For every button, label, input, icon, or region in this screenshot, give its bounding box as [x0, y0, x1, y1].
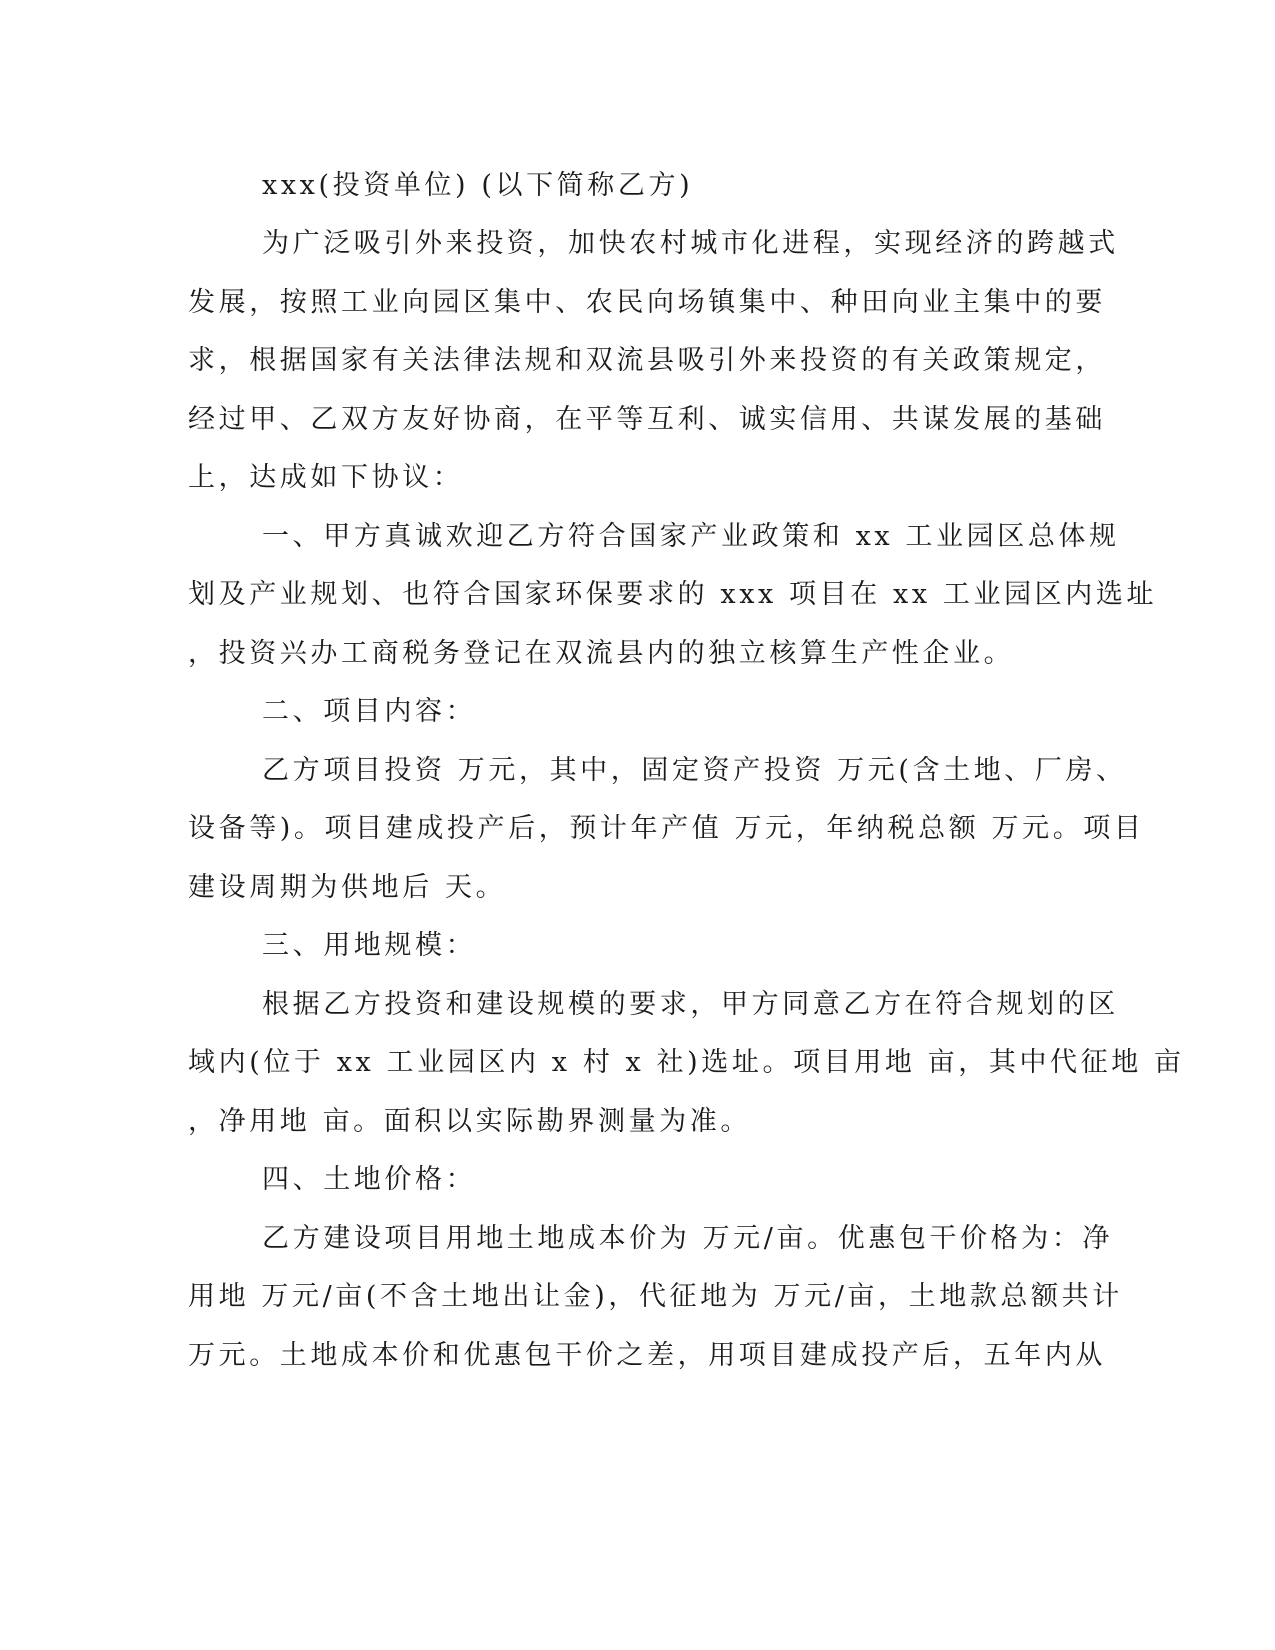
text-line: 为广泛吸引外来投资，加快农村城市化进程，实现经济的跨越式	[262, 228, 1119, 259]
text-line: 域内(位于 xx 工业园区内 x 村 x 社)选址。项目用地 亩，其中代征地 亩	[188, 1047, 1185, 1078]
text-line: 乙方项目投资 万元，其中，固定资产投资 万元(含土地、厂房、	[262, 755, 1127, 786]
text-line: 乙方建设项目用地土地成本价为 万元/亩。优惠包干价格为：净	[262, 1223, 1114, 1254]
text-line: 建设周期为供地后 天。	[188, 872, 507, 903]
section-heading-project-content: 二、项目内容：	[262, 696, 477, 727]
text-line: ，投资兴办工商税务登记在双流县内的独立核算生产性企业。	[188, 638, 1015, 669]
text-line: 上，达成如下协议：	[188, 462, 464, 493]
text-line-party-b: xxx(投资单位) (以下简称乙方)	[262, 170, 694, 201]
text-line: ，净用地 亩。面积以实际勘界测量为准。	[188, 1106, 751, 1137]
section-heading-land-scale: 三、用地规模：	[262, 930, 477, 961]
section-heading-land-price: 四、土地价格：	[262, 1164, 477, 1195]
text-line: 万元。土地成本价和优惠包干价之差，用项目建成投产后，五年内从	[188, 1340, 1106, 1371]
text-line: 划及产业规划、也符合国家环保要求的 xxx 项目在 xx 工业园区内选址	[188, 579, 1158, 610]
section-one-text: 一、甲方真诚欢迎乙方符合国家产业政策和 xx 工业园区总体规	[262, 521, 1120, 552]
text-line: 经过甲、乙双方友好协商，在平等互利、诚实信用、共谋发展的基础	[188, 404, 1106, 435]
text-line: 发展，按照工业向园区集中、农民向场镇集中、种田向业主集中的要	[188, 287, 1106, 318]
text-line: 设备等)。项目建成投产后，预计年产值 万元，年纳税总额 万元。项目	[188, 813, 1145, 844]
text-line: 求，根据国家有关法律法规和双流县吸引外来投资的有关政策规定，	[188, 345, 1106, 376]
text-line: 根据乙方投资和建设规模的要求，甲方同意乙方在符合规划的区	[262, 989, 1119, 1020]
text-line: 用地 万元/亩(不含土地出让金)，代征地为 万元/亩，土地款总额共计	[188, 1281, 1123, 1312]
